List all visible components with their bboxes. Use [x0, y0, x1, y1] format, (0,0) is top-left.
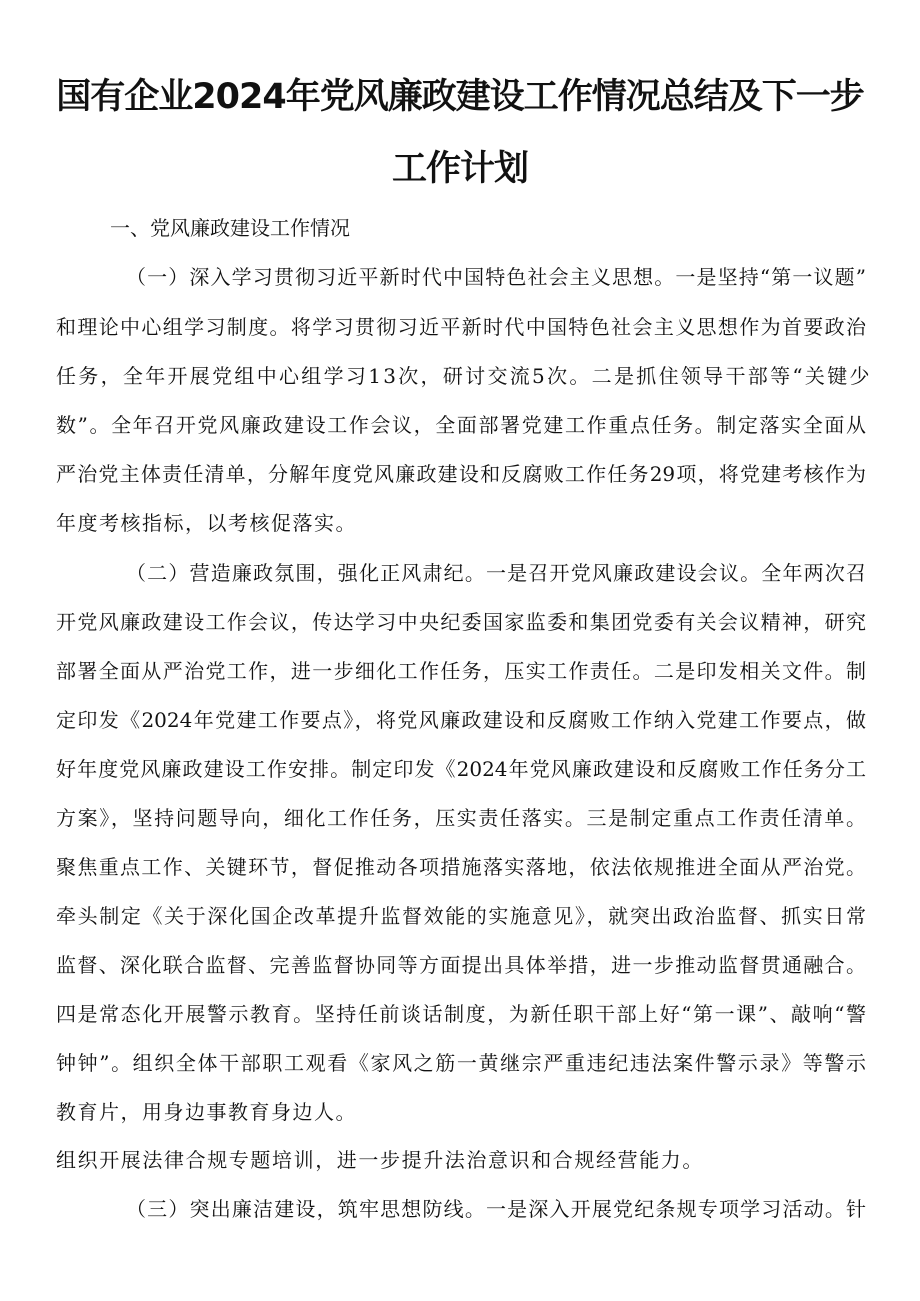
paragraph-line: 部署全面从严治党工作，进一步细化工作任务，压实工作责任。二是印发相关文件。制 — [56, 659, 866, 683]
document-title-line-2: 工作计划 — [391, 149, 528, 189]
paragraph-line: 开党风廉政建设工作会议，传达学习中央纪委国家监委和集团党委有关会议精神，研究 — [56, 610, 866, 634]
paragraph-line: 年度考核指标，以考核促落实。 — [56, 511, 357, 535]
paragraph-line: （一）深入学习贯彻习近平新时代中国特色社会主义思想。一是坚持“第一议题” — [126, 265, 866, 289]
paragraph-line: 组织开展法律合规专题培训，进一步提升法治意识和合规经营能力。 — [56, 1148, 704, 1172]
paragraph-line: 方案》，坚持问题导向，细化工作任务，压实责任落实。三是制定重点工作责任清单。 — [56, 806, 866, 830]
paragraph-line: 钟钟”。组织全体干部职工观看《家风之筋一黄继宗严重违纪违法案件警示录》等警示 — [56, 1051, 866, 1075]
paragraph-line: 教育片，用身边事教育身边人。 — [56, 1100, 357, 1124]
paragraph-line: （二）营造廉政氛围，强化正风肃纪。一是召开党风廉政建设会议。全年两次召 — [126, 561, 866, 585]
paragraph-line: 数”。全年召开党风廉政建设工作会议，全面部署党建工作重点任务。制定落实全面从 — [56, 413, 866, 437]
paragraph-line: （三）突出廉洁建设，筑牢思想防线。一是深入开展党纪条规专项学习活动。针 — [126, 1197, 866, 1221]
paragraph-line: 好年度党风廉政建设工作安排。制定印发《2024年党风廉政建设和反腐败工作任务分工 — [56, 757, 866, 781]
paragraph-line: 严治党主体责任清单，分解年度党风廉政建设和反腐败工作任务29项，将党建考核作为 — [56, 462, 866, 486]
paragraph-line: 和理论中心组学习制度。将学习贯彻习近平新时代中国特色社会主义思想作为首要政治 — [56, 315, 866, 339]
paragraph-line: 聚焦重点工作、关键环节，督促推动各项措施落实落地，依法依规推进全面从严治党。 — [56, 855, 866, 879]
document-title-line-1: 国有企业2024年党风廉政建设工作情况总结及下一步 — [56, 77, 864, 117]
paragraph-line: 牵头制定《关于深化国企改革提升监督效能的实施意见》，就突出政治监督、抓实日常 — [56, 904, 866, 928]
section-heading: 一、党风廉政建设工作情况 — [110, 216, 350, 240]
paragraph-line: 监督、深化联合监督、完善监督协同等方面提出具体举措，进一步推动监督贯通融合。 — [56, 953, 866, 977]
paragraph-line: 任务，全年开展党组中心组学习13次，研讨交流5次。二是抓住领导干部等“关键少 — [56, 364, 872, 388]
paragraph-line: 四是常态化开展警示教育。坚持任前谈话制度，为新任职干部上好“第一课”、敲响“警 — [56, 1002, 866, 1026]
paragraph-line: 定印发《2024年党建工作要点》，将党风廉政建设和反腐败工作纳入党建工作要点，做 — [56, 708, 866, 732]
